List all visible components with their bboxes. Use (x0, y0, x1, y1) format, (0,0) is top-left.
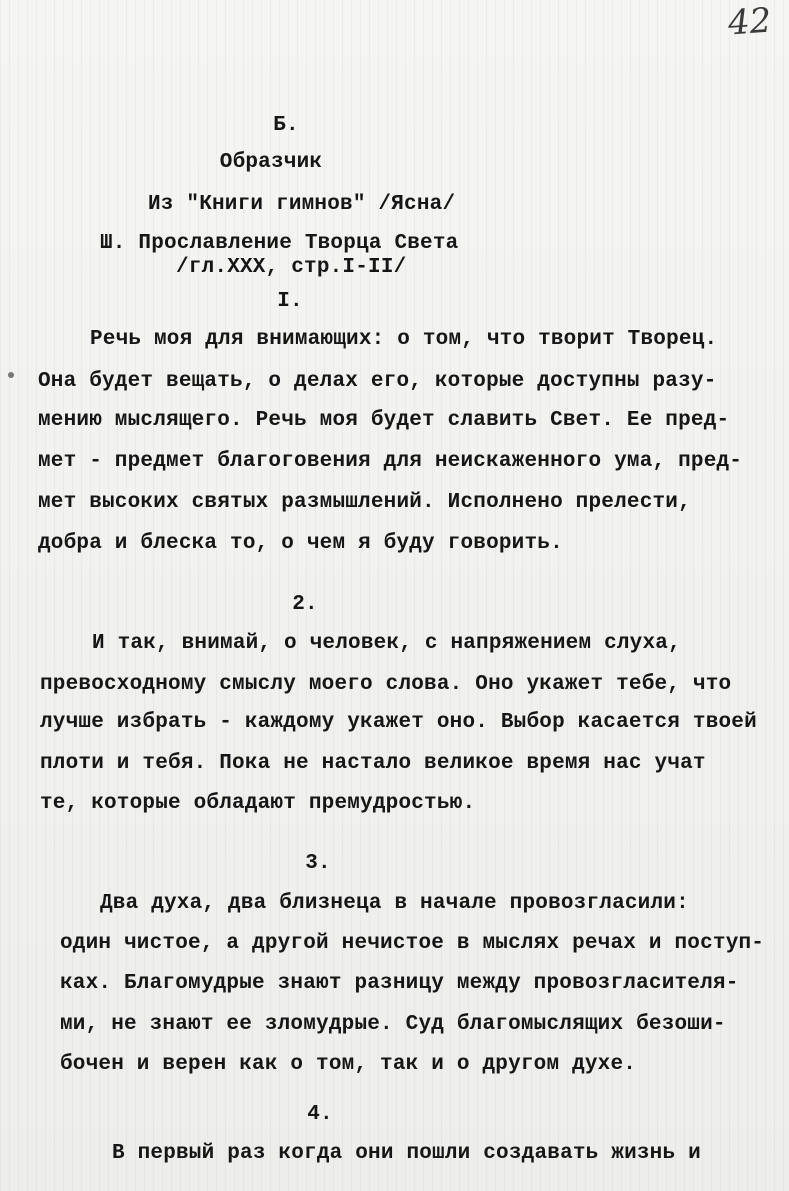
paragraph-line: ках. Благомудрые знают разницу между провозгласителя- (60, 972, 739, 995)
heading-letter: Б. (273, 114, 299, 137)
heading-source: Из "Книги гимнов" /Ясна/ (148, 193, 456, 216)
paragraph-line: те, которые обладают премудростью. (40, 792, 476, 815)
section-number: I. (277, 290, 303, 313)
section-number: 2. (292, 593, 318, 616)
paragraph-line: Речь моя для внимающих: о том, что творит Творец. (90, 328, 718, 351)
paragraph-line: добра и блеска то, о чем я буду говорить. (38, 532, 563, 555)
paragraph-line: превосходному смыслу моего слова. Оно укажет тебе, что (40, 673, 732, 696)
paragraph-line: бочен и верен как о том, так и о другом духе. (60, 1053, 637, 1076)
heading-title: Образчик (219, 151, 323, 174)
paragraph-line: плоти и тебя. Пока не настало великое время нас учат (40, 752, 706, 775)
paragraph-line: мет высоких святых размышлений. Исполнено прелести, (38, 491, 691, 514)
paragraph-line: И так, внимай, о человек, с напряжением слуха, (92, 632, 681, 655)
paragraph-line: лучше избрать - каждому укажет оно. Выбор касается твоей (40, 711, 757, 734)
paragraph-line: мет - предмет благоговения для неискаженного ума, пред- (38, 450, 743, 473)
section-number: 4. (307, 1103, 333, 1126)
paragraph-line: один чистое, а другой нечистое в мыслях речах и поступ- (60, 932, 765, 955)
chapter-title: Ш. Прославление Творца Света (100, 232, 459, 255)
paragraph-line: ми, не знают ее зломудрые. Суд благомыслящих безоши- (60, 1013, 726, 1036)
chapter-reference: /гл.XXX, стр.I-II/ (176, 256, 407, 279)
section-number: 3. (305, 852, 331, 875)
page-number: 42 (726, 0, 773, 44)
paragraph-line: мению мыслящего. Речь моя будет славить Свет. Ее пред- (38, 409, 730, 432)
paragraph-line: Она будет вещать, о делах его, которые доступны разу- (38, 370, 717, 393)
paragraph-line: В первый раз когда они пошли создавать жизнь и (112, 1142, 701, 1165)
paragraph-line: Два духа, два близнеца в начале провозгласили: (100, 892, 689, 915)
ink-smudge (8, 372, 14, 378)
